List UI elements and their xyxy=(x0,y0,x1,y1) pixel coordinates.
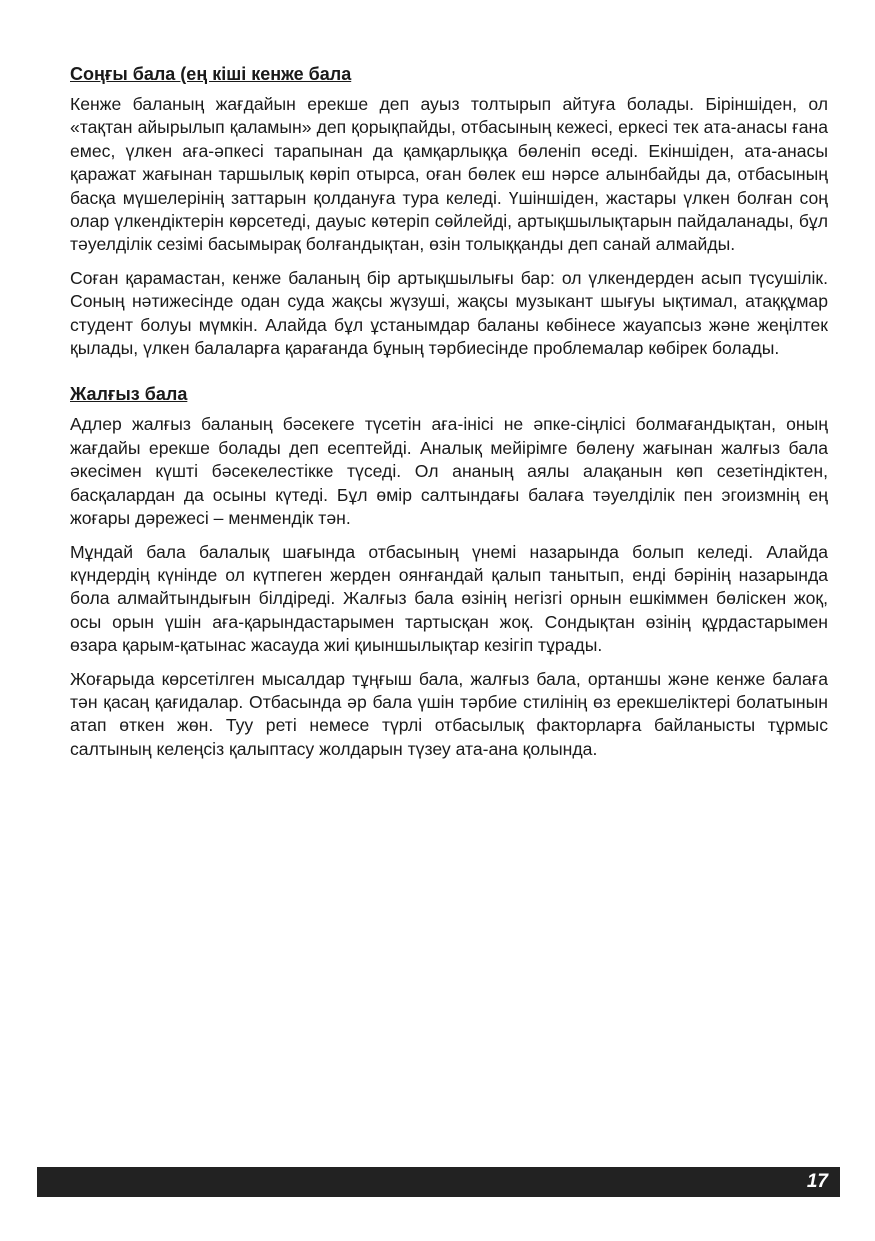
footer-bar xyxy=(37,1167,840,1197)
paragraph: Соған қарамастан, кенже баланың бір артықшылығы бар: ол үлкендерден асып түсушілік. Соның нәтижесінде одан суда жақсы жүзуші, жақсы музыкант шығуы ықтимал, атаққұмар студент болуы мүмкін. Алайда бұл ұстанымдар баланы көбінесе жауапсыз және жеңілтек қылады, үлкен балаларға қарағанда бұның тәрбиесінде проблемалар көбірек болады. xyxy=(70,267,828,359)
page-number: 17 xyxy=(806,1171,828,1192)
paragraph: Кенже баланың жағдайын ерекше деп ауыз толтырып айтуға болады. Біріншіден, ол «тақтан айырылып қаламын» деп қорықпайды, отбасының кежесі, еркесі тек ата-анасы ғана емес, үлкен аға-әпкесі тарапынан да қамқарлыққа бөленіп өседі. Екіншіден, ата-анасы қаражат жағынан таршылық көріп отырса, оған бөлек еш нәрсе алынбайды да, отбасының басқа мүшелерінің заттарын қолдануға тура келеді. Үшіншіден, жастары үлкен болған соң олар үлкендіктерін көрсетеді, дауыс көтеріп сөйлейді, артықшылықтарын пайдаланады, бұл тәуелділік сезімі басымырақ болғандықтан, өзін толыққанды деп санай алмайды. xyxy=(70,94,828,255)
paragraph: Жоғарыда көрсетілген мысалдар тұңғыш бала, жалғыз бала, ортаншы және кенже балаға тән қасаң қағидалар. Отбасында әр бала үшін тәрбие стилінің өз ерекшеліктері болатынын атап өткен жөн. Туу реті немесе түрлі отбасылық факторларға байланысты тұрмыс салтының келеңсіз қалыптасу жолдарын түзеу ата-ана қолында. xyxy=(70,668,828,759)
section-heading: Соңғы бала (ең кіші кенже бала xyxy=(70,64,352,84)
section-only-child xyxy=(70,382,828,761)
section-heading: Жалғыз бала xyxy=(70,384,188,405)
section-youngest-child xyxy=(70,62,828,360)
paragraph: Адлер жалғыз баланың бәсекеге түсетін аға-інісі не әпке-сіңлісі болмағандықтан, оның жағдайы ерекше болады деп есептейді. Аналық мейірімге бөлену жағынан жалғыз бала әкесімен күшті бәсекелестікке түседі. Ол ананың аялы алақанын көп сезетіндіктен, басқалардан да осыны күтеді. Бұл өмір салтындағы балаға тәуелділік пен эгоизмнің ең жоғары дәрежесі – менмендік тән. xyxy=(70,414,828,529)
paragraph: Мұндай бала балалық шағында отбасының үнемі назарында болып келеді. Алайда күндердің күнінде ол күтпеген жерден оянғандай қалып танытып, енді бәрінің назарында бола алмайтындығын білдіреді. Жалғыз бала өзінің негізгі орнын ешкіммен бөліскен жоқ, осы орын үшін аға-қарындастарымен тартысқан жоқ. Сондықтан өзінің құрдастарымен өзара қарым-қатынас жасауда жиі қиыншылықтар кезігіп тұрады. xyxy=(70,541,828,656)
page-content xyxy=(70,62,828,771)
section-divider xyxy=(70,370,828,382)
